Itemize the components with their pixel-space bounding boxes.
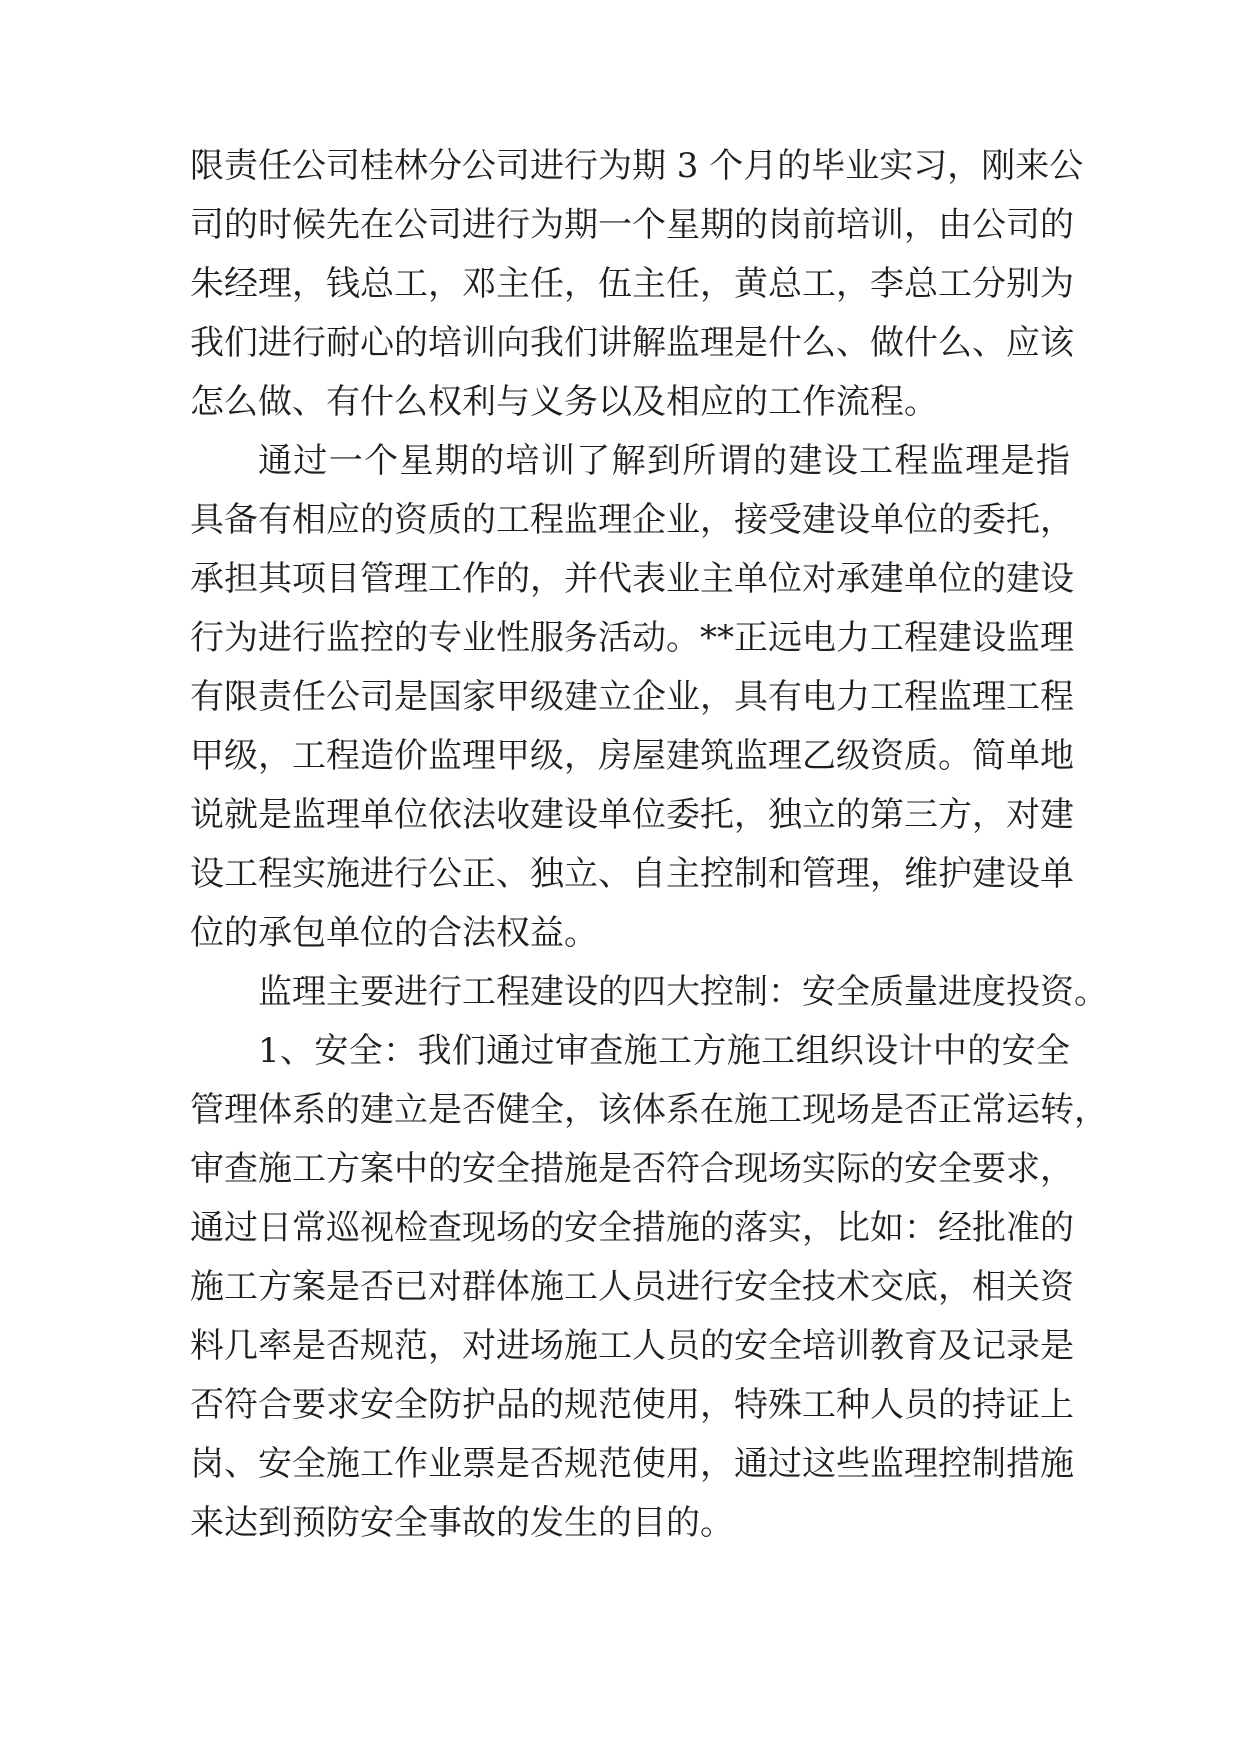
- paragraph-first-line: 监理主要进行工程建设的四大控制：安全质量进度投资。: [258, 972, 1108, 1012]
- text-line: 位的承包单位的合法权益。: [190, 913, 598, 953]
- paragraph-first-line: 1、安全：我们通过审查施工方施工组织设计中的安全: [258, 1031, 1070, 1071]
- text-line: 限责任公司桂林分公司进行为期 3 个月的毕业实习，刚来公: [190, 146, 1084, 186]
- text-line: 审查施工方案中的安全措施是否符合现场实际的安全要求，: [190, 1149, 1074, 1189]
- text-line: 我们进行耐心的培训向我们讲解监理是什么、做什么、应该: [190, 323, 1074, 363]
- body-text: [190, 137, 1108, 1553]
- text-line: 岗、安全施工作业票是否规范使用，通过这些监理控制措施: [190, 1444, 1074, 1484]
- text-line: 行为进行监控的专业性服务活动。**正远电力工程建设监理: [190, 618, 1074, 658]
- text-line: 施工方案是否已对群体施工人员进行安全技术交底，相关资: [190, 1267, 1074, 1307]
- text-line: 司的时候先在公司进行为期一个星期的岗前培训，由公司的: [190, 205, 1074, 245]
- text-line: 来达到预防安全事故的发生的目的。: [190, 1503, 734, 1543]
- text-line: 具备有相应的资质的工程监理企业，接受建设单位的委托，: [190, 500, 1074, 540]
- text-line: 甲级，工程造价监理甲级，房屋建筑监理乙级资质。简单地: [190, 736, 1074, 776]
- text-line: 否符合要求安全防护品的规范使用，特殊工种人员的持证上: [190, 1385, 1074, 1425]
- text-line: 朱经理，钱总工，邓主任，伍主任，黄总工，李总工分别为: [190, 264, 1074, 304]
- text-line: 说就是监理单位依法收建设单位委托，独立的第三方，对建: [190, 795, 1074, 835]
- text-line: 怎么做、有什么权利与义务以及相应的工作流程。: [190, 382, 938, 422]
- text-line: 料几率是否规范，对进场施工人员的安全培训教育及记录是: [190, 1326, 1074, 1366]
- text-line: 通过日常巡视检查现场的安全措施的落实，比如：经批准的: [190, 1208, 1074, 1248]
- text-line: 管理体系的建立是否健全，该体系在施工现场是否正常运转，: [190, 1090, 1108, 1130]
- text-line: 设工程实施进行公正、独立、自主控制和管理，维护建设单: [190, 854, 1074, 894]
- text-line: 有限责任公司是国家甲级建立企业，具有电力工程监理工程: [190, 677, 1074, 717]
- paragraph-first-line: 通过一个星期的培训了解到所谓的建设工程监理是指: [258, 441, 1070, 481]
- text-line: 承担其项目管理工作的，并代表业主单位对承建单位的建设: [190, 559, 1074, 599]
